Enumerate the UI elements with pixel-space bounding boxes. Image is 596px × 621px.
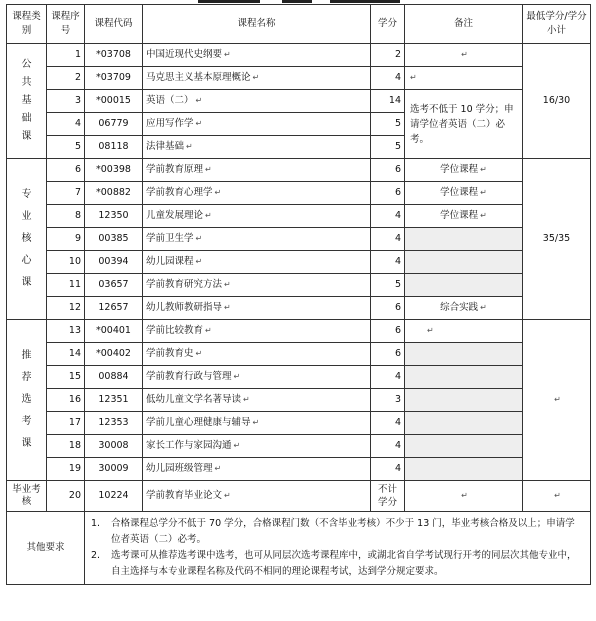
seq-cell: 10 — [47, 251, 85, 274]
remark-cell: 学位课程 ↵ — [405, 159, 523, 182]
name-cell: 法律基础 ↵ — [143, 136, 371, 159]
category-thesis: 毕业考核 — [7, 481, 47, 512]
seq-cell: 14 — [47, 343, 85, 366]
seq-cell: 6 — [47, 159, 85, 182]
remark-cell — [405, 274, 523, 297]
code-cell: *00015 — [85, 90, 143, 113]
category-elective: 推荐选考课 — [7, 320, 47, 481]
code-cell: 30009 — [85, 458, 143, 481]
table-row — [7, 297, 591, 320]
header-remark: 备注 — [405, 5, 523, 44]
header-credit: 学分 — [371, 5, 405, 44]
table-row — [7, 251, 591, 274]
name-cell: 学前教育原理 ↵ — [143, 159, 371, 182]
subtotal-public: 16/30 — [523, 44, 591, 159]
code-cell: *03709 — [85, 67, 143, 90]
table-row — [7, 366, 591, 389]
table-row — [7, 481, 591, 512]
name-cell: 学前教育研究方法 ↵ — [143, 274, 371, 297]
credit-cell: 3 — [371, 389, 405, 412]
seq-cell: 7 — [47, 182, 85, 205]
remark-cell: 综合实践 ↵ — [405, 297, 523, 320]
seq-cell: 8 — [47, 205, 85, 228]
credit-cell: 5 — [371, 113, 405, 136]
code-cell: 00394 — [85, 251, 143, 274]
course-plan-table — [6, 4, 591, 585]
remark-cell: ↵ — [405, 320, 523, 343]
remark-cell: ↵ — [405, 44, 523, 67]
credit-cell: 6 — [371, 343, 405, 366]
credit-cell: 6 — [371, 320, 405, 343]
code-cell: 12353 — [85, 412, 143, 435]
table-row — [7, 320, 591, 343]
table-row — [7, 435, 591, 458]
category-core: 专业核心课 — [7, 159, 47, 320]
code-cell: 12350 — [85, 205, 143, 228]
subtotal-thesis: ↵ — [523, 481, 591, 512]
credit-cell: 4 — [371, 205, 405, 228]
code-cell: 08118 — [85, 136, 143, 159]
code-cell: 10224 — [85, 481, 143, 512]
credit-cell: 6 — [371, 182, 405, 205]
code-cell: 00884 — [85, 366, 143, 389]
name-cell: 家长工作与家园沟通 ↵ — [143, 435, 371, 458]
code-cell: 12351 — [85, 389, 143, 412]
credit-cell: 5 — [371, 274, 405, 297]
name-cell: 马克思主义基本原理概论 ↵ — [143, 67, 371, 90]
seq-cell: 12 — [47, 297, 85, 320]
seq-cell: 17 — [47, 412, 85, 435]
table-row — [7, 458, 591, 481]
seq-cell: 9 — [47, 228, 85, 251]
name-cell: 学前教育史 ↵ — [143, 343, 371, 366]
credit-cell: 不计学分 — [371, 481, 405, 512]
code-cell: 00385 — [85, 228, 143, 251]
remark-cell — [405, 343, 523, 366]
table-row — [7, 274, 591, 297]
name-cell: 学前卫生学 ↵ — [143, 228, 371, 251]
remark-cell — [405, 412, 523, 435]
code-cell: *00882 — [85, 182, 143, 205]
table-row — [7, 343, 591, 366]
credit-cell: 4 — [371, 435, 405, 458]
seq-cell: 13 — [47, 320, 85, 343]
seq-cell: 11 — [47, 274, 85, 297]
remark-cell: 学位课程 ↵ — [405, 205, 523, 228]
subtotal-core: 35/35 — [523, 159, 591, 320]
credit-cell: 4 — [371, 458, 405, 481]
table-row — [7, 205, 591, 228]
other-label: 其他要求 — [7, 512, 85, 585]
seq-cell: 20 — [47, 481, 85, 512]
seq-cell: 18 — [47, 435, 85, 458]
requirements-row — [7, 512, 591, 585]
name-cell: 幼儿园班级管理 ↵ — [143, 458, 371, 481]
name-cell: 学前教育毕业论文 ↵ — [143, 481, 371, 512]
header-seq: 课程序号 — [47, 5, 85, 44]
header-name: 课程名称 — [143, 5, 371, 44]
name-cell: 低幼儿童文学名著导读 ↵ — [143, 389, 371, 412]
credit-cell: 4 — [371, 412, 405, 435]
table-row — [7, 67, 591, 90]
table-row — [7, 44, 591, 67]
code-cell: *00398 — [85, 159, 143, 182]
name-cell: 学前教育行政与管理 ↵ — [143, 366, 371, 389]
table-row — [7, 389, 591, 412]
seq-cell: 2 — [47, 67, 85, 90]
credit-cell: 6 — [371, 297, 405, 320]
credit-cell: 5 — [371, 136, 405, 159]
seq-cell: 3 — [47, 90, 85, 113]
code-cell: 30008 — [85, 435, 143, 458]
credit-cell: 4 — [371, 366, 405, 389]
header-code: 课程代码 — [85, 5, 143, 44]
code-cell: 12657 — [85, 297, 143, 320]
name-cell: 英语（二） ↵ — [143, 90, 371, 113]
name-cell: 幼儿教师教研指导 ↵ — [143, 297, 371, 320]
seq-cell: 4 — [47, 113, 85, 136]
header-row — [7, 5, 591, 44]
name-cell: 儿童发展理论 ↵ — [143, 205, 371, 228]
remark-cell — [405, 435, 523, 458]
code-cell: *00401 — [85, 320, 143, 343]
seq-cell: 16 — [47, 389, 85, 412]
credit-cell: 4 — [371, 67, 405, 90]
remark-cell — [405, 366, 523, 389]
remark-cell: 学位课程 ↵ — [405, 182, 523, 205]
requirement-item: 2. 选考课可从推荐选考课中选考，也可从同层次选考课程库中，或湖北省自学考试现行开考的同层次其他专业中，自主选择与本专业课程名称及代码不相同的理论课程考试，达到学分规定要求。 — [91, 550, 577, 577]
seq-cell: 19 — [47, 458, 85, 481]
credit-cell: 2 — [371, 44, 405, 67]
seq-cell: 1 — [47, 44, 85, 67]
table-row — [7, 90, 591, 113]
name-cell: 应用写作学 ↵ — [143, 113, 371, 136]
name-cell: 学前教育心理学 ↵ — [143, 182, 371, 205]
category-public: 公共基础课 — [7, 44, 47, 159]
name-cell: 学前比较教育 ↵ — [143, 320, 371, 343]
credit-cell: 4 — [371, 228, 405, 251]
header-category: 课程类别 — [7, 5, 47, 44]
remark-cell — [405, 251, 523, 274]
public-note: 选考不低于 10 学分；申请学位者英语（二）必考。 — [405, 90, 523, 159]
seq-cell: 5 — [47, 136, 85, 159]
credit-cell: 6 — [371, 159, 405, 182]
table-row — [7, 412, 591, 435]
remark-cell — [405, 458, 523, 481]
requirement-item: 1. 合格课程总学分不低于 70 学分，合格课程门数（不含毕业考核）不少于 13 门，毕业考核合格及以上；申请学位者英语（二）必考。 — [91, 518, 575, 545]
credit-cell: 14 — [371, 90, 405, 113]
subtotal-elective: ↵ — [523, 320, 591, 481]
name-cell: 中国近现代史纲要 ↵ — [143, 44, 371, 67]
name-cell: 学前儿童心理健康与辅导 ↵ — [143, 412, 371, 435]
credit-cell: 4 — [371, 251, 405, 274]
seq-cell: 15 — [47, 366, 85, 389]
remark-cell: ↵ — [405, 67, 523, 90]
remark-cell — [405, 389, 523, 412]
remark-cell: ↵ — [405, 481, 523, 512]
remark-cell — [405, 228, 523, 251]
name-cell: 幼儿园课程 ↵ — [143, 251, 371, 274]
code-cell: 06779 — [85, 113, 143, 136]
code-cell: 03657 — [85, 274, 143, 297]
requirements-text — [85, 512, 591, 585]
header-min-credit: 最低学分/学分小计 — [523, 5, 591, 44]
table-row — [7, 182, 591, 205]
code-cell: *00402 — [85, 343, 143, 366]
code-cell: *03708 — [85, 44, 143, 67]
table-row — [7, 228, 591, 251]
table-row — [7, 159, 591, 182]
